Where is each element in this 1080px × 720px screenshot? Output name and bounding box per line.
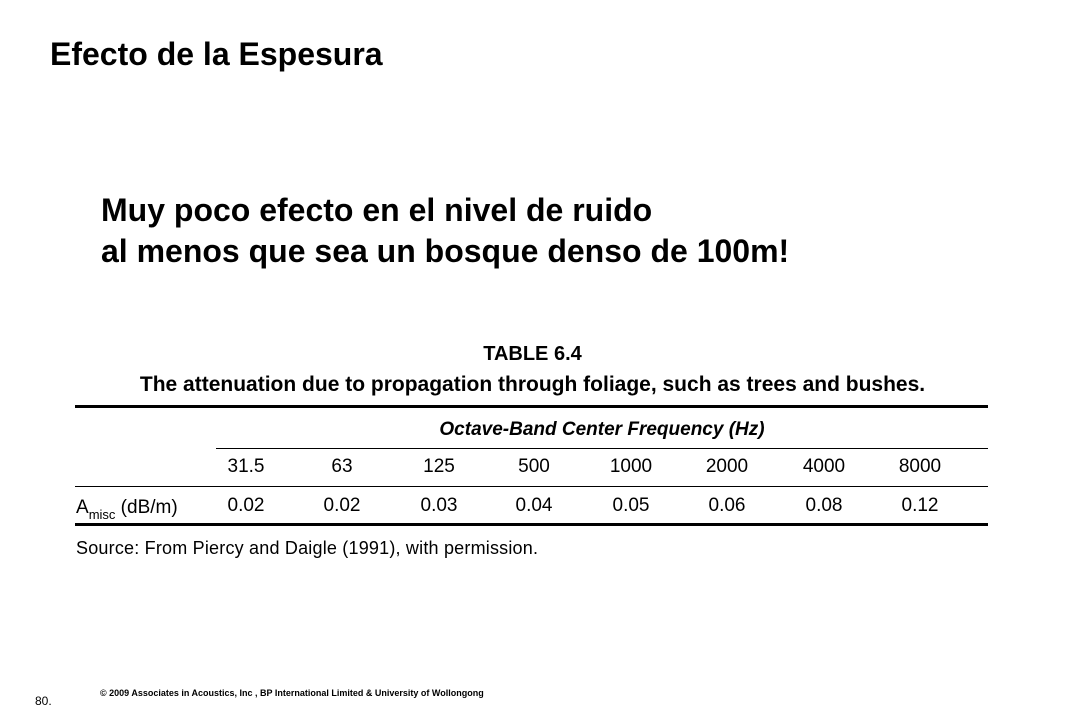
slide-title: Efecto de la Espesura <box>50 36 383 72</box>
table-top-rule <box>75 405 988 408</box>
frequency-cell: 4000 <box>802 456 846 477</box>
frequency-cell: 500 <box>518 456 550 477</box>
frequency-cell: 31.5 <box>227 456 265 477</box>
frequency-cell: 1000 <box>609 456 653 477</box>
row-label-subscript: misc <box>88 507 116 522</box>
page-number: 80. <box>35 694 52 708</box>
frequency-cell: 8000 <box>898 456 942 477</box>
frequency-cell: 63 <box>331 456 353 477</box>
group-header-rule <box>216 448 988 449</box>
row-label-unit: (dB/m) <box>115 497 178 518</box>
group-header: Octave-Band Center Frequency (Hz) <box>439 419 765 440</box>
table-source: Source: From Piercy and Daigle (1991), with permission. <box>76 538 539 558</box>
value-cell: 0.12 <box>901 495 939 516</box>
copyright-notice: © 2009 Associates in Acoustics, Inc , BP International Limited & University of Wollongong <box>100 688 484 698</box>
value-row <box>0 495 1080 521</box>
table-caption: The attenuation due to propagation through foliage, such as trees and bushes. <box>139 373 926 396</box>
value-cell: 0.02 <box>323 495 361 516</box>
frequency-cell: 125 <box>423 456 455 477</box>
value-cell: 0.06 <box>708 495 746 516</box>
value-cell: 0.04 <box>515 495 553 516</box>
value-cell: 0.02 <box>227 495 265 516</box>
table-bottom-rule <box>75 523 988 526</box>
row-label-main: A <box>76 497 89 518</box>
lead-text <box>101 190 789 272</box>
lead-line-2: al menos que sea un bosque denso de 100m! <box>101 233 790 269</box>
value-cell: 0.03 <box>420 495 458 516</box>
frequency-row <box>0 456 1080 482</box>
value-cell: 0.05 <box>612 495 650 516</box>
table-mid-rule <box>75 486 988 487</box>
table-number: TABLE 6.4 <box>483 343 582 365</box>
lead-line-1: Muy poco efecto en el nivel de ruido <box>101 192 653 228</box>
value-cell: 0.08 <box>805 495 843 516</box>
frequency-cell: 2000 <box>705 456 749 477</box>
